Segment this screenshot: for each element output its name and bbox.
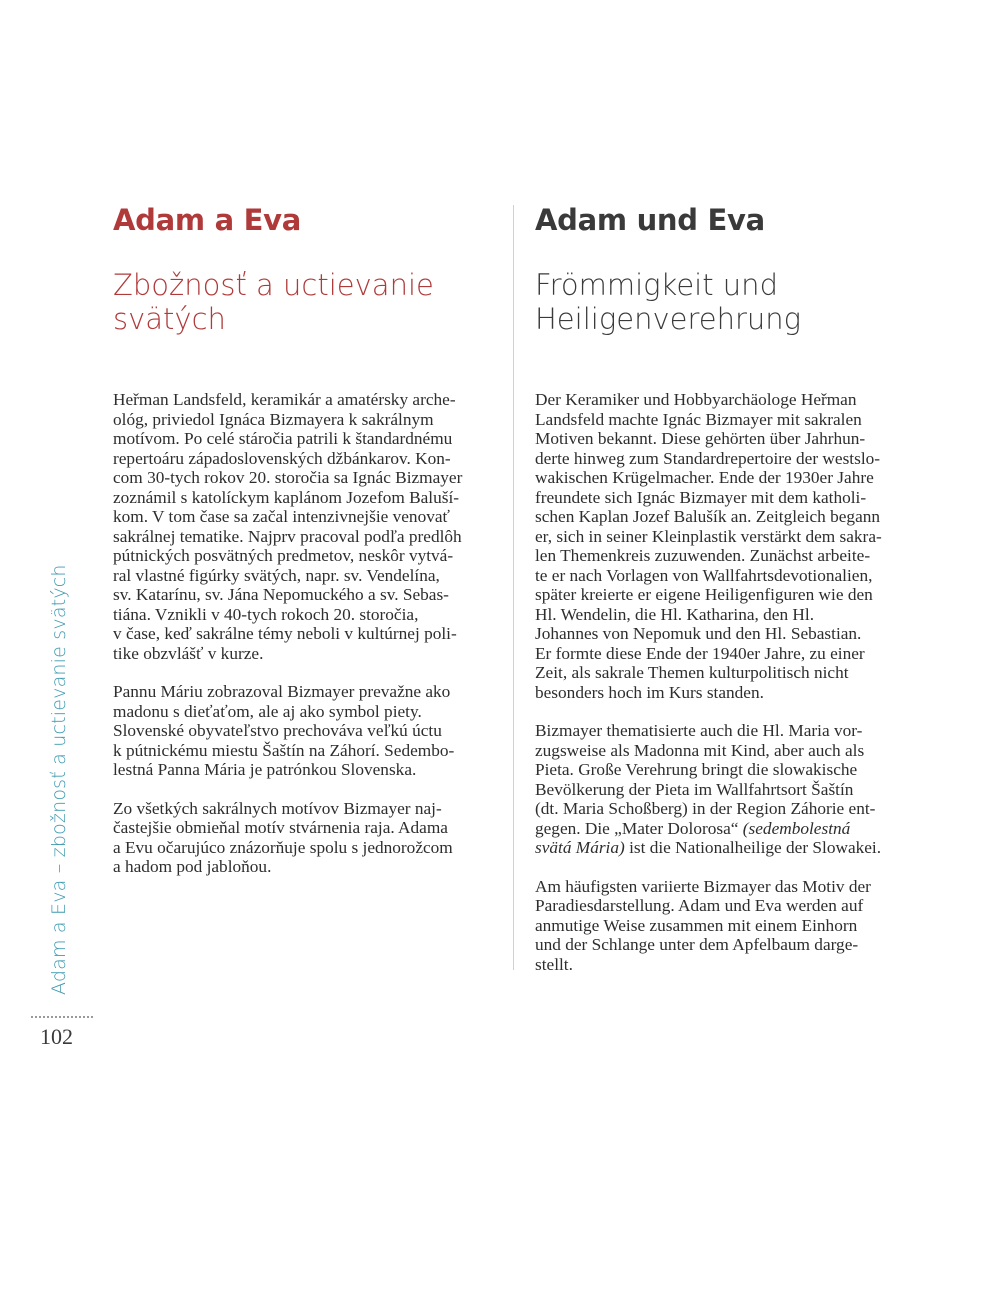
text-line: a Evu očarujúco znázorňuje spolu s jednorožcom xyxy=(113,837,453,857)
text-line: zugsweise als Madonna mit Kind, aber auch als xyxy=(535,740,865,760)
text-line: v čase, keď sakrálne témy neboli v kultúrnej poli- xyxy=(113,624,457,643)
text-line: zoznámil s katolíckym kaplánom Jozefom Baluší- xyxy=(113,487,460,507)
italic-gloss: (sedembolestná xyxy=(742,818,851,838)
text-line: und der Schlange unter dem Apfelbaum darge- xyxy=(535,935,859,954)
sidebar-dotted-divider xyxy=(31,1016,93,1018)
text-line: Paradiesdarstellung. Adam und Eva werden auf xyxy=(535,896,864,915)
text-line: Bevölkerung der Pieta im Wallfahrtsort Šaštín xyxy=(535,779,854,799)
title-german: Adam und Eva xyxy=(535,203,765,237)
text-line: Motiven bekannt. Diese gehörten über Jahrhun- xyxy=(535,429,866,448)
paragraph-sk-2 xyxy=(113,682,493,780)
paragraph-sk-3 xyxy=(113,799,493,877)
text-line: stellt. xyxy=(535,954,573,974)
paragraph-de-3 xyxy=(535,877,925,975)
subtitle-slovak xyxy=(113,268,493,336)
subtitle-line: svätých xyxy=(113,302,226,336)
text-line: madonu s dieťaťom, ale aj ako symbol piety. xyxy=(113,701,422,721)
page-number: 102 xyxy=(40,1024,73,1049)
paragraph-sk-1 xyxy=(113,390,493,663)
text-segment: gegen. Die „Mater Dolorosa“ xyxy=(535,818,739,838)
text-line: Pannu Máriu zobrazoval Bizmayer prevažne ako xyxy=(113,682,451,701)
text-line: derte hinweg zum Standardrepertoire der westslo- xyxy=(535,448,881,468)
text-line: Am häufigsten variierte Bizmayer das Motiv der xyxy=(535,876,871,896)
text-line: sakrálnej tematike. Najprv pracoval podľa predlôh xyxy=(113,526,462,546)
text-line: motívom. Po celé stáročia patrili k štandardnému xyxy=(113,429,453,448)
text-line: častejšie obmieňal motív stvárnenia raja. Adama xyxy=(113,818,448,837)
text-line: len Themenkreis zuzuwenden. Zunächst arbeite- xyxy=(535,546,871,565)
text-line: ral vlastné figúrky svätých, napr. sv. Vendelína, xyxy=(113,565,440,585)
title-slovak: Adam a Eva xyxy=(113,203,302,237)
text-line: lestná Panna Mária je patrónkou Slovenska. xyxy=(113,760,417,779)
text-line: Johannes von Nepomuk und den Hl. Sebastian. xyxy=(535,624,862,643)
text-line: Heřman Landsfeld, keramikár a amatérsky arche- xyxy=(113,390,456,409)
text-line xyxy=(535,819,925,839)
text-line: kom. V tom čase sa začal intenzivnejšie venovať xyxy=(113,507,450,526)
text-line: besonders hoch im Kurs standen. xyxy=(535,682,764,702)
text-line: (dt. Maria Schoßberg) in der Region Záhorie ent- xyxy=(535,799,876,818)
subtitle-line: Frömmigkeit und xyxy=(535,268,778,302)
text-line: Bizmayer thematisierte auch die Hl. Maria vor- xyxy=(535,721,863,740)
text-line: schen Kaplan Jozef Balušík an. Zeitgleich begann xyxy=(535,507,881,526)
text-line: er, sich in seiner Kleinplastik verstärkt dem sakra- xyxy=(535,526,882,546)
subtitle-german xyxy=(535,268,915,336)
text-line: Hl. Wendelin, die Hl. Katharina, den Hl. xyxy=(535,604,815,624)
body-german xyxy=(535,390,925,993)
text-line: Der Keramiker und Hobbyarchäologe Heřman xyxy=(535,390,857,409)
text-line: ológ, priviedol Ignáca Bizmayera k sakrálnym xyxy=(113,409,434,429)
paragraph-de-1 xyxy=(535,390,925,702)
text-line: Zeit, als sakrale Themen kulturpolitisch nicht xyxy=(535,663,849,682)
subtitle-line: Heiligenverehrung xyxy=(535,302,802,336)
column-divider xyxy=(513,205,514,970)
text-line: wakischen Krügelmacher. Ende der 1930er Jahre xyxy=(535,468,874,487)
text-line: sv. Katarínu, sv. Jána Nepomuckého a sv. Sebas- xyxy=(113,585,449,604)
text-line: k pútnickému miestu Šaštín na Záhorí. Sedembo- xyxy=(113,740,455,760)
text-line: Er formte diese Ende der 1940er Jahre, zu einer xyxy=(535,643,865,663)
body-slovak xyxy=(113,390,493,896)
text-line: Slovenské obyvateľstvo prechováva veľkú úctu xyxy=(113,721,442,740)
text-line: repertoáru západoslovenských džbánkarov. Kon- xyxy=(113,448,451,468)
text-segment: ist die Nationalheilige der Slowakei. xyxy=(629,838,882,857)
italic-gloss: svätá Mária) xyxy=(535,838,625,857)
paragraph-de-2 xyxy=(535,721,925,858)
text-line: a hadom pod jabloňou. xyxy=(113,857,272,876)
text-line xyxy=(535,838,925,858)
text-line: tiána. Vznikli v 40-tych rokoch 20. storočia, xyxy=(113,604,419,624)
text-line: Landsfeld machte Ignác Bizmayer mit sakralen xyxy=(535,409,862,429)
text-line: com 30-tych rokov 20. storočia sa Ignác Bizmayer xyxy=(113,468,463,487)
subtitle-line: Zbožnosť a uctievanie xyxy=(113,268,434,302)
text-line: te er nach Vorlagen von Wallfahrtsdevotionalien, xyxy=(535,565,873,585)
text-line: freundete sich Ignác Bizmayer mit dem katholi- xyxy=(535,487,867,507)
text-line: Zo všetkých sakrálnych motívov Bizmayer naj- xyxy=(113,798,442,818)
text-line: pútnických posvätných predmetov, neskôr vytvá- xyxy=(113,546,454,565)
text-line: später kreierte er eigene Heiligenfiguren wie den xyxy=(535,585,873,604)
sidebar-running-title: Adam a Eva – zbožnosť a uctievanie svätých xyxy=(48,564,70,995)
text-line: tike obzvlášť v kurze. xyxy=(113,643,264,663)
text-line: Pieta. Große Verehrung bringt die slowakische xyxy=(535,760,858,779)
text-line: anmutige Weise zusammen mit einem Einhorn xyxy=(535,915,858,935)
